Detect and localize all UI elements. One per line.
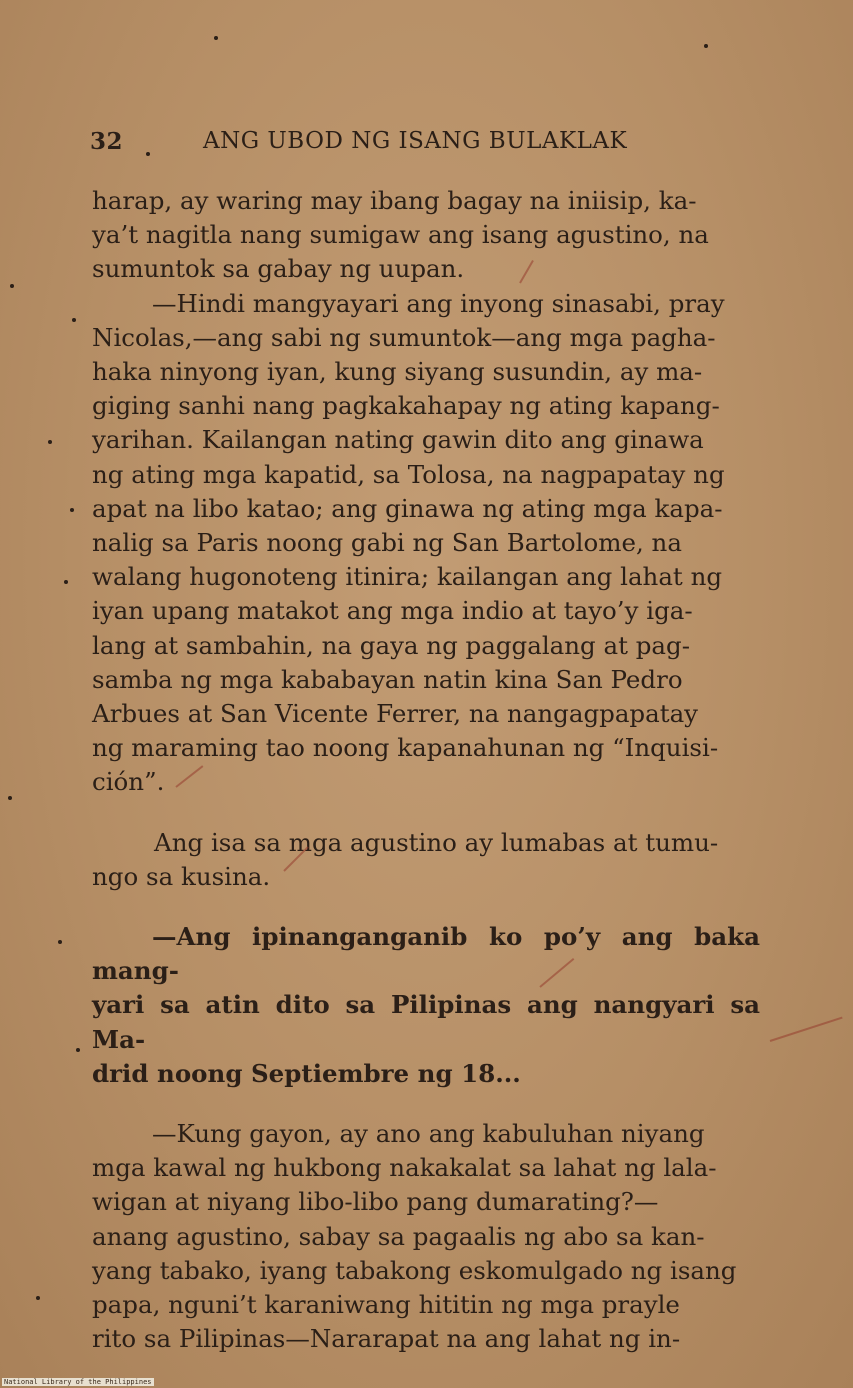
text-line: Ang isa sa mga agustino ay lumabas at tumu- (154, 827, 719, 857)
speck (8, 796, 12, 800)
paragraph-2 (92, 287, 760, 800)
speck (76, 1048, 80, 1052)
text-line: ngo sa kusina. (92, 861, 271, 891)
text-line: yarihan. Kailangan nating gawin dito ang ginawa (92, 425, 704, 455)
text-line: haka ninyong iyan, kung siyang susundin, ay ma- (92, 357, 703, 387)
text-line: walang hugonoteng itinira; kailangan ang lahat ng (92, 562, 723, 592)
page-number: 32 (90, 128, 124, 155)
text-line: Nicolas,—ang sabi ng sumuntok—ang mga pagha- (92, 322, 716, 352)
speck (36, 1296, 40, 1300)
text-line: ng maraming tao noong kapanahunan ng “Inquisi- (92, 733, 719, 763)
text-line: yari sa atin dito sa Pilipinas ang nangyari sa Ma- (92, 990, 760, 1054)
paragraph-1 (92, 184, 760, 287)
text-line: nalig sa Paris noong gabi ng San Bartolome, na (92, 528, 682, 558)
text-line: ng ating mga kapatid, sa Tolosa, na nagpapatay ng (92, 459, 725, 489)
speck (704, 44, 708, 48)
text-line: harap, ay waring may ibang bagay na iniisip, ka- (92, 186, 697, 215)
text-line: ción”. (92, 767, 165, 797)
text-line: sumuntok sa gabay ng uupan. (92, 254, 465, 284)
text-line: ya’t nagitla nang sumigaw ang isang agustino, na (92, 220, 709, 250)
pencil-mark (770, 1017, 843, 1042)
text-line: mga kawal ng hukbong nakakalat sa lahat ng lala- (92, 1153, 717, 1183)
text-line: Arbues at San Vicente Ferrer, na nangagpapatay (92, 699, 699, 729)
speck (64, 580, 68, 584)
speck (70, 508, 74, 512)
speck (72, 318, 76, 322)
paragraph-5 (92, 1117, 760, 1356)
library-credit: National Library of the Philippines (4, 1378, 152, 1386)
speck (58, 940, 62, 944)
text-line: apat na libo katao; ang ginawa ng ating mga kapa- (92, 493, 723, 523)
text-line: —Kung gayon, ay ano ang kabuluhan niyang (152, 1119, 705, 1149)
speck (146, 152, 150, 156)
text-line: anang agustino, sabay sa pagaalis ng abo sa kan- (92, 1221, 705, 1251)
text-line: lang at sambahin, na gaya ng paggalang at pag- (92, 630, 691, 660)
text-line: giging sanhi nang pagkakahapay ng ating kapang- (92, 391, 720, 421)
text-line: samba ng mga kababayan natin kina San Pedro (92, 664, 683, 694)
page-header (90, 128, 770, 162)
body-text (92, 184, 760, 1357)
paragraph-3 (92, 826, 760, 894)
paragraph-4 (92, 920, 760, 1091)
running-title: ANG UBOD NG ISANG BULAKLAK (203, 128, 628, 154)
text-line: —Hindi mangyayari ang inyong sinasabi, pray (152, 288, 725, 318)
text-line: wigan at niyang libo-libo pang dumarating?— (92, 1187, 659, 1217)
text-line: —Ang ipinanganganib ko po’y ang baka mang- (92, 922, 760, 986)
speck (214, 36, 218, 40)
text-line: rito sa Pilipinas—Nararapat na ang lahat ng in- (92, 1324, 681, 1354)
text-line: yang tabako, iyang tabakong eskomulgado ng isang (92, 1255, 737, 1285)
text-line: papa, nguni’t karaniwang hititin ng mga prayle (92, 1290, 680, 1320)
speck (48, 440, 52, 444)
text-line: iyan upang matakot ang mga indio at tayo’y iga- (92, 596, 693, 626)
text-line: drid noong Septiembre ng 18... (92, 1058, 521, 1088)
speck (10, 284, 14, 288)
